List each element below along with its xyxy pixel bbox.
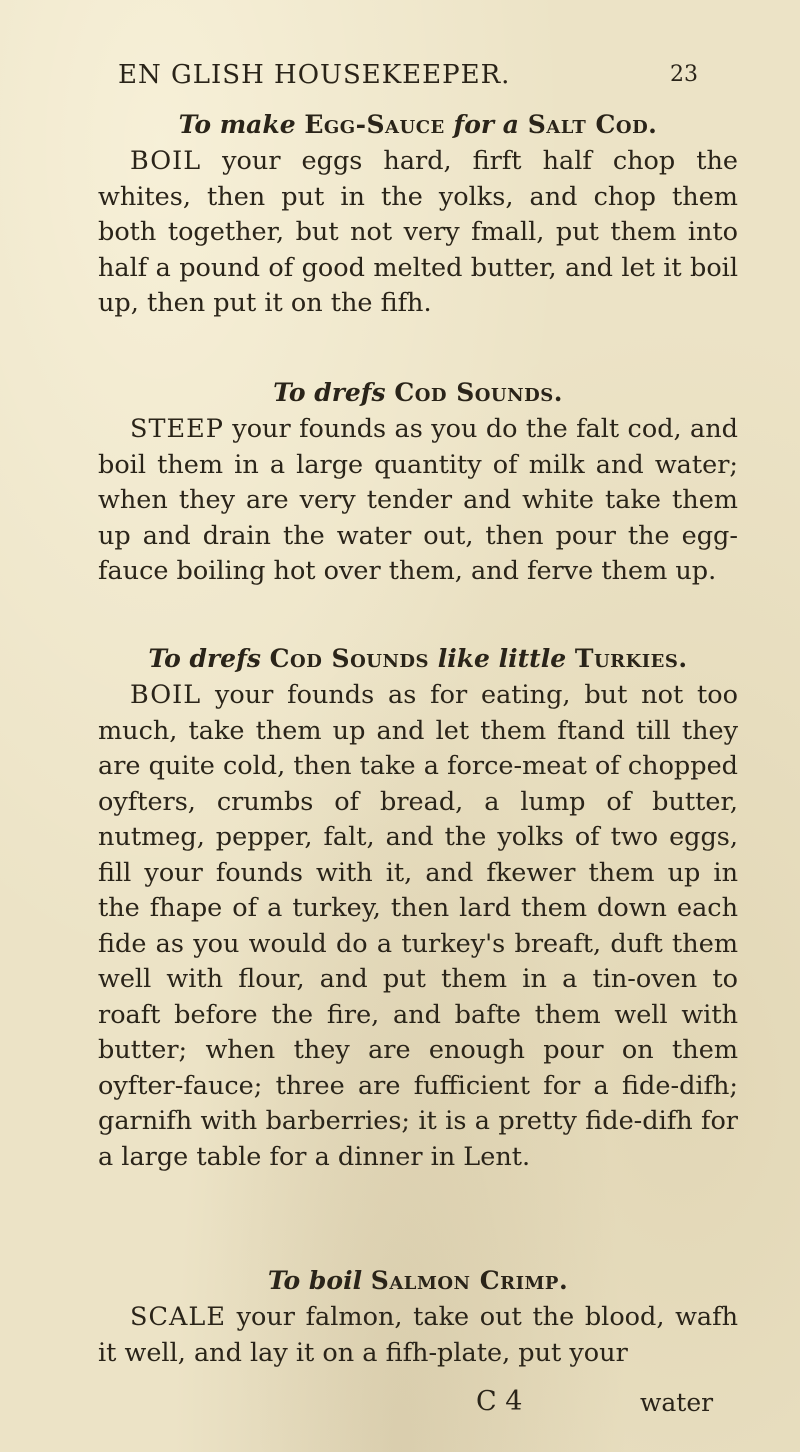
running-title: EN GLISH HOUSEKEEPER. [118,60,511,90]
recipe-text [98,678,738,1175]
recipe-salmon-crimp [98,1262,738,1371]
recipe-body: your founds as for eating, but not too much, take them up and let them ftand till they are quite cold, then take a force-meat of chopped oyfters, crumbs of bread, a lump of butter, nutmeg, pepper, falt, and the yolks of two eggs, fill your founds with it, and fkewer them up in the fhape of a turkey, then lard them down each fide as you would do a turkey's breaft, duft them well with flour, and put them in a tin-oven to roaft before the fire, and bafte them well with butter; when they are enough pour on them oyfter-fauce; three are fufficient for a fide-difh; garnifh with barberries; it is a pretty fide-difh for a large table for a dinner in Lent. [98,680,738,1172]
running-head [118,60,698,96]
recipe-text [98,412,738,590]
lead-word: BOIL [130,680,202,710]
recipe-egg-sauce [98,106,738,322]
lead-word: STEEP [130,414,224,444]
title-prefix: To boil [267,1266,371,1295]
title-subject-2: Salt Cod. [527,110,658,139]
title-subject-2: Turkies. [574,644,688,673]
lead-word: SCALE [130,1302,226,1332]
title-middle: like little [429,644,575,673]
recipe-body: your eggs hard, firft half chop the whites, then put in the yolks, and chop them both together, but not very fmall, put them into half a pound of good melted butter, and let it boil up, then put it on the fifh. [98,146,738,318]
recipe-body: your falmon, take out the blood, wafh it well, and lay it on a fifh-plate, put your [98,1302,738,1368]
recipe-text [98,144,738,322]
recipe-title [98,640,738,678]
recipe-body: your founds as you do the falt cod, and boil them in a large quantity of milk and water; when they are very tender and white take them up and drain the water out, then pour the egg-fauce boiling hot over them, and ferve them up. [98,414,738,586]
title-middle: for a [444,110,528,139]
recipe-title [98,374,738,412]
title-prefix: To make [178,110,305,139]
signature-mark: C 4 [476,1386,523,1417]
title-subject: Salmon Crimp. [370,1266,569,1295]
catchword: water [640,1388,714,1417]
recipe-title [98,1262,738,1300]
title-prefix: To drefs [148,644,270,673]
title-subject: Cod Sounds. [394,378,563,407]
title-subject: Cod Sounds [269,644,430,673]
recipe-cod-sounds-turkies [98,640,738,1175]
recipe-title [98,106,738,144]
page-number: 23 [670,62,698,87]
title-subject: Egg-Sauce [304,110,445,139]
recipe-text [98,1300,738,1371]
recipe-cod-sounds [98,374,738,590]
lead-word: BOIL [130,146,202,176]
title-prefix: To drefs [273,378,395,407]
